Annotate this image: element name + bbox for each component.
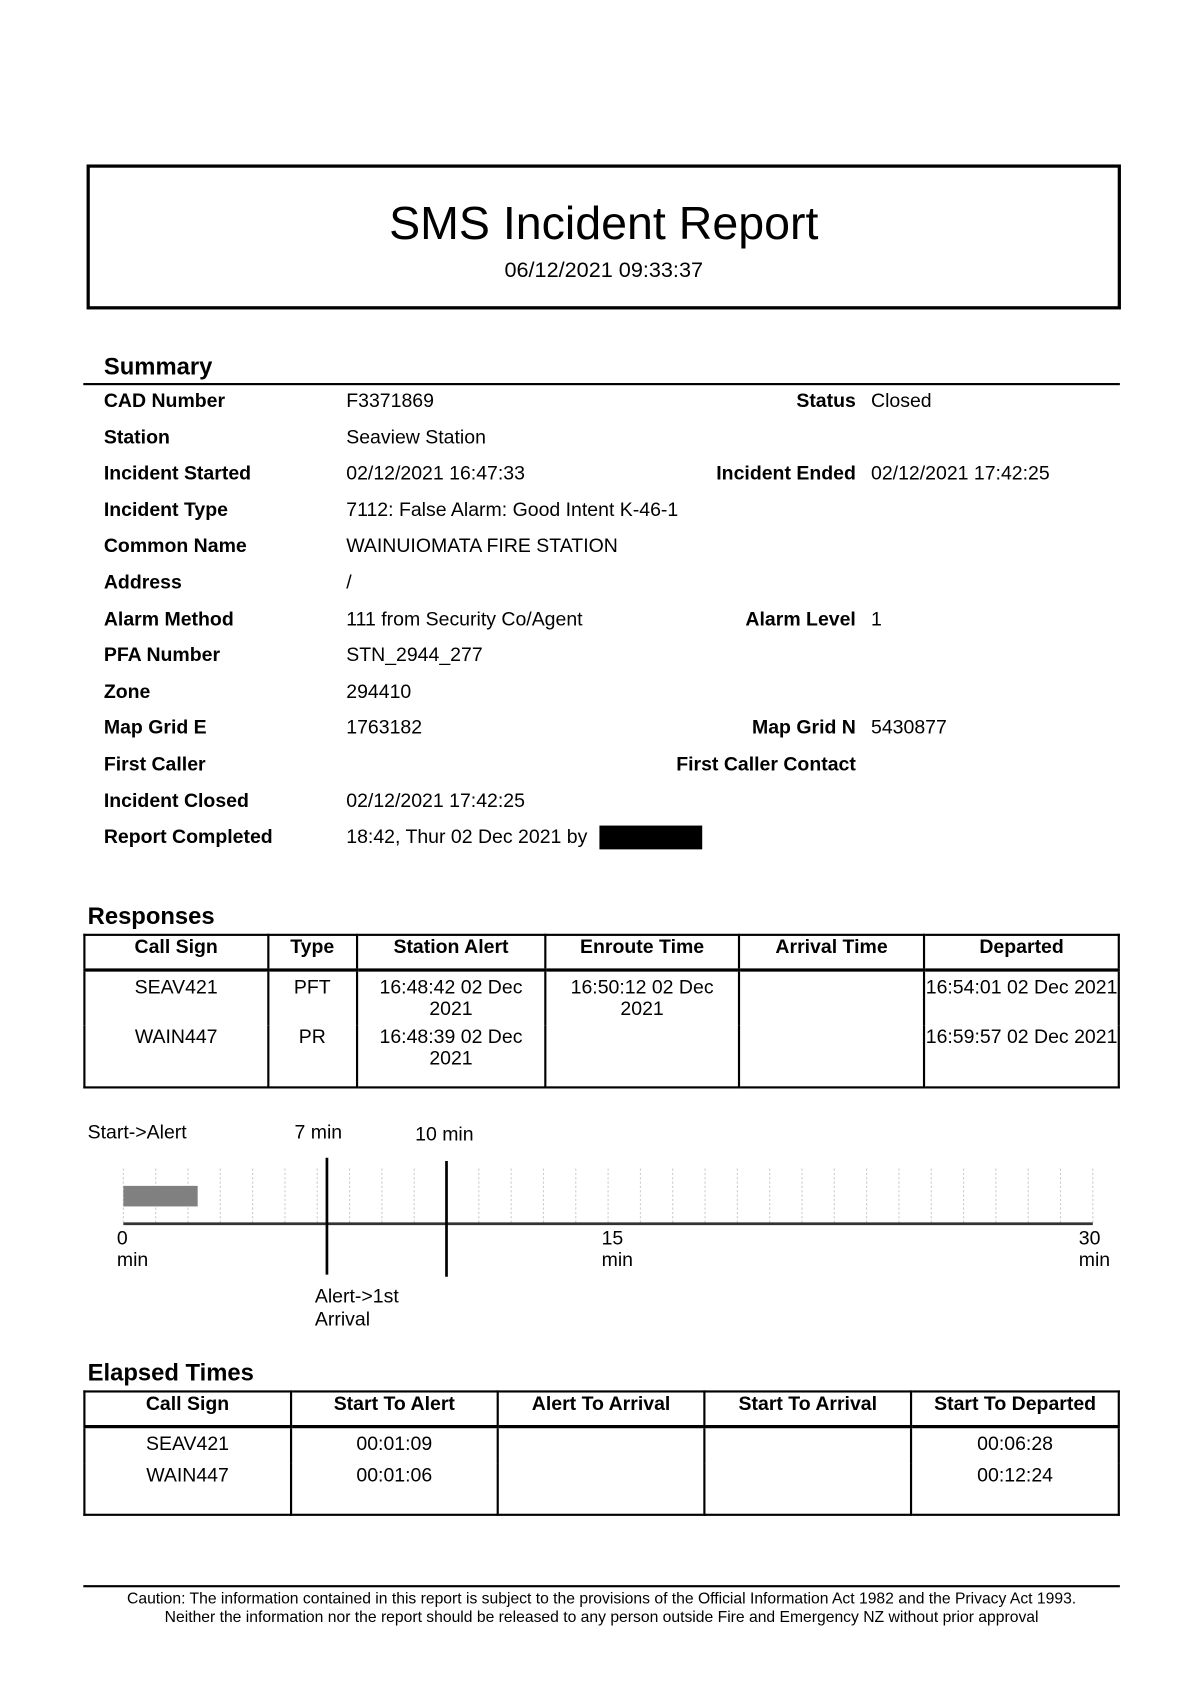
summary-right-label: Alarm Level — [745, 607, 856, 630]
report-date: 06/12/2021 09:33:37 — [504, 258, 704, 283]
table-row — [84, 1427, 1118, 1464]
column-header: Alert To Arrival — [498, 1391, 704, 1426]
elapsed-heading: Elapsed Times — [87, 1358, 254, 1387]
summary-right-value: 5430877 — [871, 716, 947, 739]
table-cell — [739, 970, 925, 1026]
table-cell — [704, 1427, 911, 1464]
tick-unit: min — [116, 1248, 149, 1271]
table-cell — [545, 1026, 738, 1088]
summary-value: 02/12/2021 17:42:25 — [346, 789, 525, 812]
table-cell: 16:50:12 02 Dec 2021 — [545, 970, 738, 1026]
table-cell: SEAV421 — [84, 1427, 290, 1464]
summary-label: Incident Type — [103, 498, 228, 521]
summary-right-label: Incident Ended — [716, 462, 856, 484]
elapsed-times-table — [83, 1390, 1120, 1516]
response-timeline-chart — [0, 1114, 1190, 1352]
tick-label — [1079, 1227, 1110, 1270]
table-cell: SEAV421 — [84, 970, 268, 1026]
summary-right-value: Closed — [871, 389, 932, 412]
table-cell: WAIN447 — [84, 1464, 290, 1515]
table-cell: WAIN447 — [84, 1026, 268, 1088]
table-row — [84, 1026, 1118, 1088]
start-alert-bar — [123, 1186, 197, 1207]
summary-label: Incident Started — [103, 462, 252, 484]
summary-value: 294410 — [346, 680, 412, 702]
caution-line: Caution: The information contained in this report is subject to the provisions of the Official Information Act 1982 and the Privacy Act 1993. — [127, 1590, 1077, 1608]
table-cell: 00:06:28 — [911, 1427, 1118, 1464]
column-header: Start To Departed — [911, 1391, 1118, 1426]
summary-right-label: First Caller Contact — [676, 753, 856, 775]
summary-value: Seaview Station — [346, 425, 486, 448]
column-header: Call Sign — [84, 935, 268, 970]
column-header: Station Alert — [357, 935, 546, 970]
summary-label: CAD Number — [103, 389, 226, 412]
bar-label: Start->Alert — [87, 1120, 187, 1143]
summary-label: Station — [103, 425, 170, 448]
table-cell: PFT — [268, 970, 357, 1026]
column-header: Start To Arrival — [704, 1391, 911, 1426]
report-header — [87, 164, 1121, 309]
summary-label: Map Grid E — [103, 716, 207, 739]
column-header: Call Sign — [84, 1391, 290, 1426]
table-cell — [498, 1464, 704, 1515]
column-header: Departed — [924, 935, 1118, 970]
summary-value: STN_2944_277 — [346, 643, 483, 666]
table-cell: 16:54:01 02 Dec 2021 — [924, 970, 1118, 1026]
table-row — [84, 1464, 1118, 1515]
summary-label: Incident Closed — [103, 789, 249, 812]
summary-label: PFA Number — [103, 643, 221, 666]
caution-footer — [83, 1591, 1120, 1628]
annotation-label — [315, 1285, 399, 1330]
responses-heading: Responses — [87, 902, 215, 930]
table-cell: 00:12:24 — [911, 1464, 1118, 1515]
column-header: Start To Alert — [291, 1391, 498, 1426]
summary-label: Common Name — [103, 534, 247, 557]
column-header: Enroute Time — [545, 935, 738, 970]
responses-table — [83, 934, 1120, 1089]
column-header: Type — [268, 935, 357, 970]
tick-unit: min — [1078, 1248, 1111, 1271]
tick-label — [602, 1227, 633, 1270]
tick-value: 30 — [1078, 1226, 1101, 1249]
summary-rule — [83, 383, 1120, 385]
annotation-line: Alert->1st — [314, 1285, 399, 1308]
summary-label: Report Completed — [103, 825, 273, 848]
summary-label: Alarm Method — [103, 607, 234, 630]
table-row — [84, 970, 1118, 1026]
summary-right-label: Map Grid N — [751, 716, 856, 739]
table-cell: PR — [268, 1026, 357, 1088]
summary-value: 18:42, Thur 02 Dec 2021 by — [346, 825, 588, 848]
table-cell: 16:48:42 02 Dec 2021 — [357, 970, 546, 1026]
summary-value: 7112: False Alarm: Good Intent K-46-1 — [346, 498, 679, 521]
summary-heading: Summary — [103, 352, 213, 380]
redacted-name — [599, 826, 702, 850]
summary-label: Address — [103, 571, 182, 593]
caution-line: Neither the information nor the report should be released to any person outside Fire and Emergency NZ without prior approval — [164, 1608, 1039, 1627]
summary-label: Zone — [103, 680, 151, 702]
tick-value: 15 — [601, 1226, 624, 1249]
marker-label: 10 min — [415, 1123, 474, 1145]
timeline-svg — [0, 1114, 1190, 1352]
column-header: Arrival Time — [739, 935, 925, 970]
footer-rule — [83, 1585, 1120, 1587]
table-cell: 16:48:39 02 Dec 2021 — [357, 1026, 546, 1088]
summary-value: / — [346, 571, 352, 593]
tick-label — [117, 1227, 148, 1270]
tick-value: 0 — [116, 1226, 128, 1249]
summary-right-value: 1 — [871, 607, 882, 630]
summary-value: 02/12/2021 16:47:33 — [346, 462, 525, 484]
table-cell — [739, 1026, 925, 1088]
summary-value: 1763182 — [346, 716, 423, 739]
summary-right-label: Status — [796, 389, 856, 412]
table-cell: 00:01:06 — [291, 1464, 498, 1515]
summary-right-value: 02/12/2021 17:42:25 — [871, 462, 1050, 484]
annotation-line: Arrival — [314, 1308, 371, 1330]
summary-label: First Caller — [103, 753, 206, 775]
summary-value: WAINUIOMATA FIRE STATION — [346, 534, 618, 557]
table-cell — [498, 1427, 704, 1464]
report-title: SMS Incident Report — [389, 198, 819, 250]
summary-value: 111 from Security Co/Agent — [346, 607, 583, 630]
summary-value: F3371869 — [346, 389, 434, 412]
table-cell: 00:01:09 — [291, 1427, 498, 1464]
marker-label: 7 min — [294, 1120, 343, 1143]
table-cell — [704, 1464, 911, 1515]
table-cell: 16:59:57 02 Dec 2021 — [924, 1026, 1118, 1088]
tick-unit: min — [601, 1248, 633, 1271]
